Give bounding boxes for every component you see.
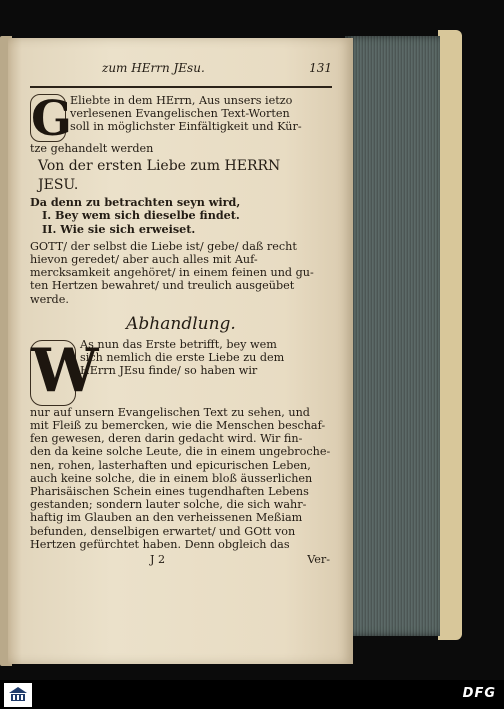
signature-mark: J 2	[150, 553, 166, 567]
page-number: 131	[309, 61, 332, 75]
sermon-heading-continued: JESU.	[38, 177, 79, 194]
main-line: nen, rohen, lasterhaften und epicurischen Leben,	[30, 458, 311, 472]
page-block-fore-edge	[345, 36, 440, 636]
main-line: nur auf unsern Evangelischen Text zu sehen, und	[30, 405, 310, 419]
paragraph-line: ten Hertzen bewahret/ und treulich ausgeübet	[30, 279, 295, 293]
section-heading: Abhandlung.	[126, 313, 236, 334]
back-cover-edge	[438, 30, 462, 640]
main-line: den da keine solche Leute, die in einem ungebroche-	[30, 445, 331, 459]
page-text	[30, 62, 332, 567]
main-line: fen gewesen, deren darin gedacht wird. Wir fin-	[30, 432, 303, 446]
intro-block	[30, 91, 332, 155]
paragraph-line: werde.	[30, 292, 69, 306]
main-line: As nun das Erste betrifft, bey wem	[80, 337, 277, 351]
catchword: Ver-	[307, 553, 330, 567]
intro-line: Eliebte in dem HErrn, Aus unsers ietzo	[70, 94, 293, 107]
main-line: sich nemlich die erste Liebe zu dem	[80, 351, 285, 365]
main-line: HErrn JEsu finde/ so haben wir	[80, 364, 258, 378]
division-item: II. Wie sie sich erweiset.	[42, 221, 196, 236]
main-line: auch keine solche, die in einem bloß äusserlichen	[30, 471, 313, 485]
paragraph-line: GOTT/ der selbst die Liebe ist/ gebe/ daß recht	[30, 239, 297, 253]
main-block	[30, 335, 332, 551]
prayer-paragraph	[30, 240, 332, 306]
intro-line: soll in möglichster Einfältigkeit und Kür-	[70, 120, 302, 134]
main-line: haftig im Glauben an den verheissenen Meßiam	[30, 511, 303, 525]
division-intro: Da denn zu betrachten seyn wird,	[30, 195, 241, 210]
library-logo-icon[interactable]	[4, 683, 32, 707]
page-footer	[30, 553, 332, 567]
paragraph-line: mercksamkeit angehöret/ in einem feinen und gu-	[30, 266, 314, 280]
viewer-footer-bar	[0, 680, 504, 709]
main-line: befunden, denselbigen erwartet/ und GOtt von	[30, 524, 296, 538]
main-line: Pharisäischen Schein eines tugendhaften Lebens	[30, 485, 309, 499]
division-item: I. Bey wem sich dieselbe findet.	[42, 208, 240, 223]
running-header	[30, 62, 332, 80]
sermon-heading: Von der ersten Liebe zum HERRN	[38, 158, 281, 175]
main-line: mit Fleiß zu bemercken, wie die Menschen beschaf-	[30, 419, 326, 433]
running-title: zum HErrn JEsu.	[102, 61, 205, 75]
header-rule	[30, 86, 332, 88]
dfg-logo[interactable]: DFG	[462, 686, 496, 701]
paragraph-line: hievon geredet/ aber auch alles mit Auf-	[30, 253, 258, 267]
main-line: Hertzen gefürchtet haben. Denn obgleich das	[30, 537, 290, 551]
main-line: gestanden; sondern lauter solche, die sich wahr-	[30, 498, 307, 512]
drop-cap-initial: G	[31, 91, 72, 147]
drop-cap-initial: W	[31, 335, 99, 406]
intro-line: tze gehandelt werden	[30, 142, 154, 155]
intro-line: verlesenen Evangelischen Text-Worten	[70, 107, 290, 121]
building-icon	[7, 686, 29, 704]
